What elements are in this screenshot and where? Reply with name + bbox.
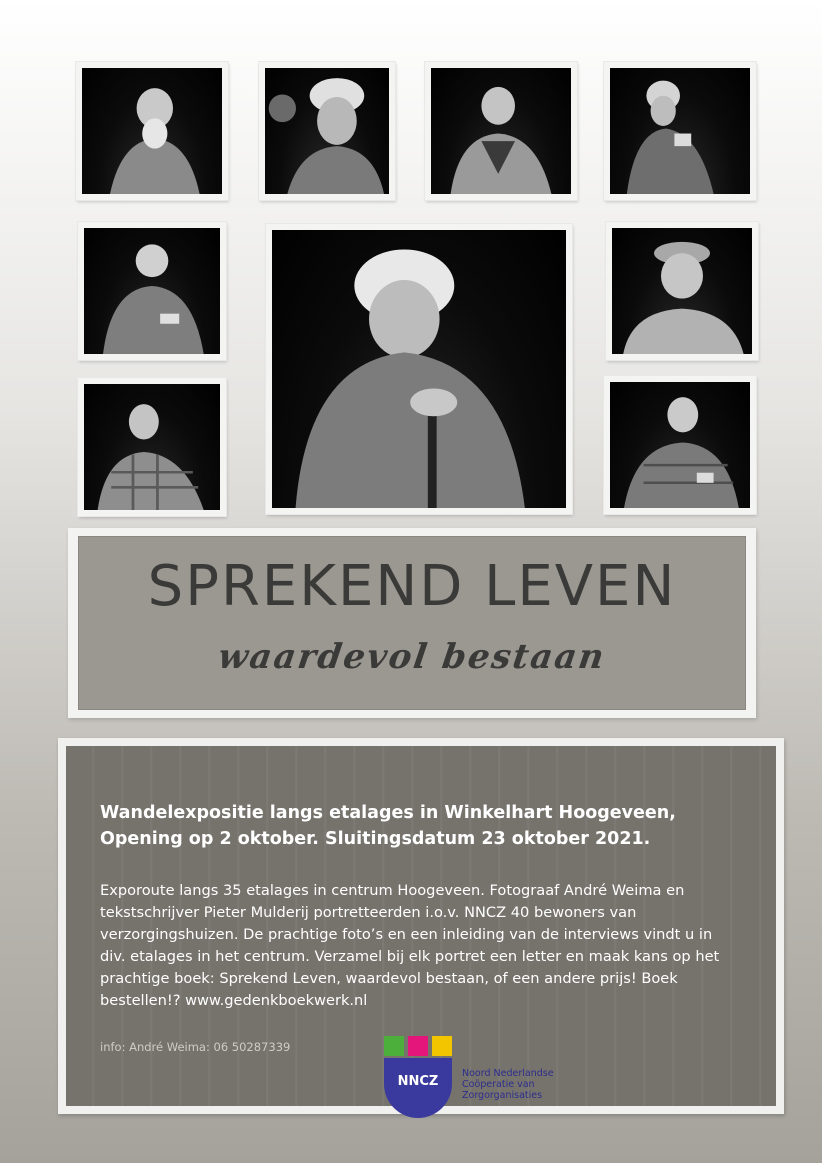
portrait-man-smiling [604, 376, 756, 514]
portrait-woman-with-toy [259, 62, 395, 200]
portrait-woman-with-cup [604, 62, 756, 200]
info-heading-line1: Wandelexpositie langs etalages in Winkelhart Hoogeveen, [100, 803, 676, 823]
portrait-man-in-vest [425, 62, 577, 200]
portrait-woman-with-teacup [78, 222, 226, 360]
logo-text [462, 1068, 554, 1101]
info-heading [100, 800, 740, 852]
logo-green-square [384, 1036, 404, 1056]
logo-text-line1: Noord Nederlandse [462, 1068, 554, 1079]
portrait-bearded-man [76, 62, 228, 200]
logo-text-line3: Zorgorganisaties [462, 1090, 543, 1101]
title-box [78, 536, 746, 710]
info-contact: info: André Weima: 06 50287339 [100, 1040, 291, 1054]
info-body: Exporoute langs 35 etalages in centrum Hoogeveen. Fotograaf André Weima en tekstschrijver Pieter Mulderij portretteerden i.o.v. NNCZ 40 bewoners van verzorgingshuizen. De prachtige foto’s en een inleiding van de interviews vindt u in div. etalages in het centrum. Verzamel bij elk portret een letter en maak kans op het prachtige boek: Sprekend Leven, waardevol bestaan, of een andere prijs! Boek bestellen!? www.gedenkboekwerk.nl [100, 882, 720, 1009]
info-heading-line2: Opening op 2 oktober. Sluitingsdatum 23 oktober 2021. [100, 829, 651, 849]
portrait-man-with-cap [606, 222, 758, 360]
logo-pink-square [408, 1036, 428, 1056]
page-subtitle: waardevol bestaan [215, 637, 609, 677]
logo-text-line2: Coöperatie van [462, 1079, 535, 1090]
portrait-man-plaid-shirt [78, 378, 226, 516]
portrait-woman-with-cane [266, 224, 572, 514]
logo-yellow-square [432, 1036, 452, 1056]
logo-shield: NNCZ [384, 1058, 452, 1118]
page-title: SPREKEND LEVEN [147, 554, 677, 619]
info-frame [58, 738, 784, 1114]
info-box [66, 746, 776, 1106]
title-frame [68, 528, 756, 718]
nncz-logo [384, 1036, 464, 1122]
